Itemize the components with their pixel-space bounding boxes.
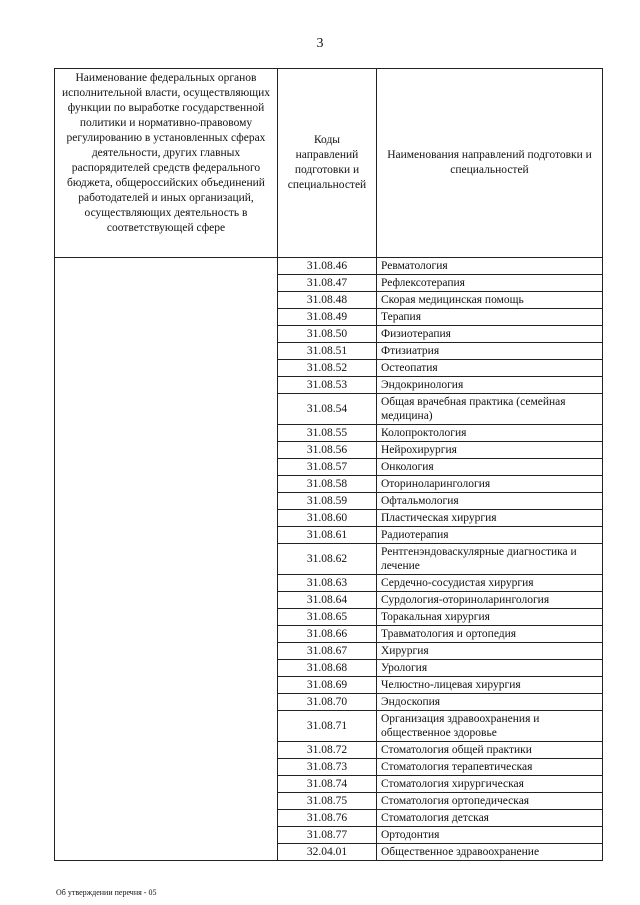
specialty-name: Колопроктология	[377, 425, 603, 442]
specialty-name: Оториноларингология	[377, 476, 603, 493]
specialty-code: 31.08.68	[278, 660, 377, 677]
specialty-name: Урология	[377, 660, 603, 677]
specialty-name: Онкология	[377, 459, 603, 476]
specialty-code: 31.08.55	[278, 425, 377, 442]
table-header-row	[55, 69, 603, 258]
specialty-name: Общая врачебная практика (семейная медицина)	[377, 394, 603, 425]
specialty-code: 31.08.60	[278, 510, 377, 527]
specialty-name: Общественное здравоохранение	[377, 844, 603, 861]
table-row	[55, 258, 603, 275]
specialty-name: Рефлексотерапия	[377, 275, 603, 292]
specialty-code: 31.08.56	[278, 442, 377, 459]
specialty-code: 31.08.58	[278, 476, 377, 493]
specialty-name: Остеопатия	[377, 360, 603, 377]
specialty-code: 31.08.72	[278, 742, 377, 759]
specialty-name: Рентгенэндоваскулярные диагностика и лечение	[377, 544, 603, 575]
specialty-name: Фтизиатрия	[377, 343, 603, 360]
specialty-name: Нейрохирургия	[377, 442, 603, 459]
specialty-name: Эндокринология	[377, 377, 603, 394]
specialty-name: Стоматология общей практики	[377, 742, 603, 759]
specialty-code: 31.08.64	[278, 592, 377, 609]
specialty-code: 31.08.50	[278, 326, 377, 343]
page-number: 3	[316, 36, 324, 51]
specialty-name: Хирургия	[377, 643, 603, 660]
specialty-name: Пластическая хирургия	[377, 510, 603, 527]
specialty-code: 31.08.63	[278, 575, 377, 592]
header-agencies: Наименование федеральных органов исполнительной власти, осуществляющих функции по выработке государственной политики и нормативно-правовому регулированию в установленных сферах деятельности, других главных распорядителей средств федерального бюджета, общероссийских объединений работодателей и иных организаций, осуществляющих деятельность в соответствующей сфере	[55, 69, 278, 258]
specialty-code: 31.08.71	[278, 711, 377, 742]
specialty-name: Эндоскопия	[377, 694, 603, 711]
specialty-code: 31.08.57	[278, 459, 377, 476]
table-body	[55, 258, 603, 861]
specialty-code: 31.08.53	[278, 377, 377, 394]
specialty-code: 31.08.52	[278, 360, 377, 377]
specialty-code: 31.08.73	[278, 759, 377, 776]
agency-cell	[55, 258, 278, 861]
specialty-code: 31.08.49	[278, 309, 377, 326]
specialty-code: 31.08.65	[278, 609, 377, 626]
specialty-code: 31.08.77	[278, 827, 377, 844]
specialty-code: 31.08.61	[278, 527, 377, 544]
specialty-code: 31.08.46	[278, 258, 377, 275]
specialty-name: Физиотерапия	[377, 326, 603, 343]
specialty-code: 31.08.76	[278, 810, 377, 827]
specialty-name: Стоматология детская	[377, 810, 603, 827]
specialty-name: Терапия	[377, 309, 603, 326]
specialty-name: Офтальмология	[377, 493, 603, 510]
specialty-name: Ревматология	[377, 258, 603, 275]
specialty-name: Ортодонтия	[377, 827, 603, 844]
specialty-code: 31.08.75	[278, 793, 377, 810]
specialty-name: Скорая медицинская помощь	[377, 292, 603, 309]
specialty-name: Сердечно-сосудистая хирургия	[377, 575, 603, 592]
specialty-name: Стоматология ортопедическая	[377, 793, 603, 810]
specialty-code: 31.08.67	[278, 643, 377, 660]
specialty-name: Травматология и ортопедия	[377, 626, 603, 643]
specialty-name: Стоматология хирургическая	[377, 776, 603, 793]
footer-note: Об утверждении перечня - 05	[56, 888, 157, 897]
specialty-code: 31.08.66	[278, 626, 377, 643]
specialty-name: Организация здравоохранения и общественное здоровье	[377, 711, 603, 742]
specialty-code: 31.08.69	[278, 677, 377, 694]
specialty-code: 31.08.51	[278, 343, 377, 360]
header-names: Наименования направлений подготовки и специальностей	[377, 69, 603, 258]
specialty-name: Стоматология терапевтическая	[377, 759, 603, 776]
specialty-name: Торакальная хирургия	[377, 609, 603, 626]
specialties-table	[54, 68, 603, 861]
specialty-name: Сурдология-оториноларингология	[377, 592, 603, 609]
specialty-name: Челюстно-лицевая хирургия	[377, 677, 603, 694]
specialty-code: 31.08.59	[278, 493, 377, 510]
specialty-name: Радиотерапия	[377, 527, 603, 544]
specialty-code: 31.08.74	[278, 776, 377, 793]
specialty-code: 31.08.47	[278, 275, 377, 292]
specialty-code: 31.08.70	[278, 694, 377, 711]
header-codes: Коды направлений подготовки и специальностей	[278, 69, 377, 258]
specialty-code: 31.08.48	[278, 292, 377, 309]
specialty-code: 31.08.62	[278, 544, 377, 575]
specialty-code: 32.04.01	[278, 844, 377, 861]
specialty-code: 31.08.54	[278, 394, 377, 425]
